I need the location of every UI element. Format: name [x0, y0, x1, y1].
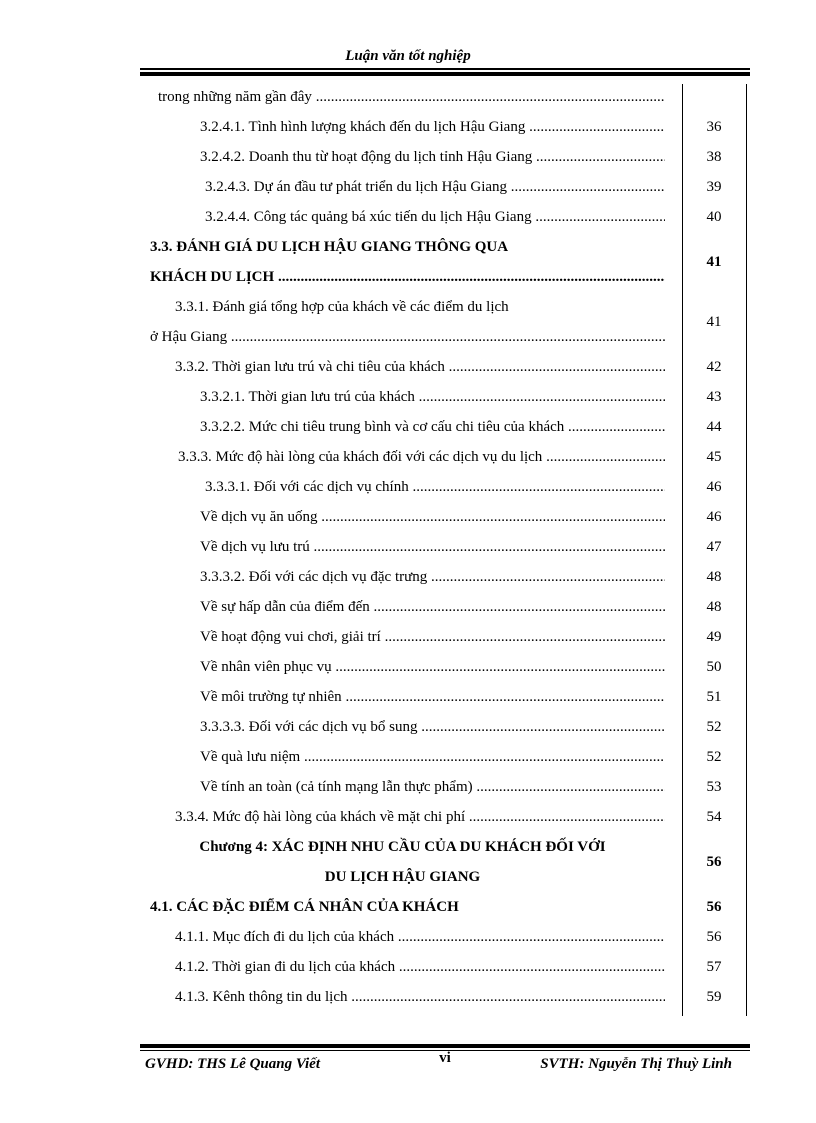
toc-entry-text: 3.2.4.4. Công tác quảng bá xúc tiến du lịch Hậu Giang ..... — [205, 202, 665, 232]
toc-page-number: 46 — [706, 479, 722, 495]
header-rule — [140, 68, 750, 70]
toc-entry — [140, 622, 665, 652]
toc-entry — [140, 832, 665, 892]
toc-entry — [140, 202, 665, 232]
toc-row — [140, 712, 750, 742]
toc-page-number: 36 — [706, 119, 722, 135]
toc-row — [140, 502, 750, 532]
toc-row — [140, 772, 750, 802]
toc-entry-text: 3.3.2. Thời gian lưu trú và chi tiêu của khách ..... — [175, 352, 665, 382]
toc-entry-text: trong những năm gần đây ..... — [158, 82, 665, 112]
toc-entry-text: Về môi trường tự nhiên ..... — [200, 682, 665, 712]
toc-row — [140, 142, 750, 172]
toc-row — [140, 832, 750, 892]
toc-entry-text: 3.3.3.2. Đối với các dịch vụ đặc trưng ..... — [200, 562, 665, 592]
toc-row — [140, 682, 750, 712]
toc-entry-text: KHÁCH DU LỊCH ..... — [150, 262, 665, 292]
toc-page-number: 40 — [706, 209, 722, 225]
toc-entry — [140, 922, 665, 952]
toc-entry — [140, 532, 665, 562]
toc-row — [140, 652, 750, 682]
toc-entry-text: Về dịch vụ lưu trú ..... — [200, 532, 665, 562]
toc-entry-text: 3.2.4.3. Dự án đầu tư phát triển du lịch Hậu Giang ..... — [205, 172, 665, 202]
toc-entry — [140, 412, 665, 442]
toc-entry-text: 3.3.1. Đánh giá tổng hợp của khách về các điểm du lịch — [175, 299, 509, 315]
toc-entry-text: 3.3.2.1. Thời gian lưu trú của khách ..... — [200, 382, 665, 412]
toc-entry — [140, 472, 665, 502]
toc-page-number: 56 — [706, 899, 722, 915]
toc-entry — [140, 82, 665, 112]
toc-row — [140, 922, 750, 952]
toc-page-number: 49 — [706, 629, 722, 645]
toc-entry — [140, 502, 665, 532]
toc-entry — [140, 772, 665, 802]
toc-entry — [140, 442, 665, 472]
toc-row — [140, 352, 750, 382]
toc-entry-text: 3.2.4.2. Doanh thu từ hoạt động du lịch tỉnh Hậu Giang ..... — [200, 142, 665, 172]
toc-entry-text: Chương 4: XÁC ĐỊNH NHU CẦU CỦA DU KHÁCH ĐỐI VỚI — [199, 839, 606, 855]
table-of-contents — [140, 82, 750, 1012]
toc-entry — [140, 742, 665, 772]
toc-entry-text: ở Hậu Giang ..... — [150, 322, 665, 352]
toc-row — [140, 292, 750, 352]
toc-entry-text: 4.1.3. Kênh thông tin du lịch ..... — [175, 982, 665, 1012]
toc-entry-text: 4.1.1. Mục đích đi du lịch của khách ..... — [175, 922, 665, 952]
toc-entry — [140, 142, 665, 172]
toc-entry-text: Về hoạt động vui chơi, giải trí ..... — [200, 622, 665, 652]
toc-entry-text: DU LỊCH HẬU GIANG — [324, 869, 481, 885]
toc-page-number: 54 — [706, 809, 722, 825]
toc-entry-text: 3.3.4. Mức độ hài lòng của khách về mặt chi phí ..... — [175, 802, 665, 832]
toc-row — [140, 172, 750, 202]
toc-page-number: 56 — [706, 854, 722, 870]
toc-page-number: 52 — [706, 719, 722, 735]
toc-entry-text: Về sự hấp dẫn của điểm đến ..... — [200, 592, 665, 622]
toc-entry — [140, 712, 665, 742]
toc-entry-text: 4.1.2. Thời gian đi du lịch của khách ..... — [175, 952, 665, 982]
toc-entry-text: 3.3.2.2. Mức chi tiêu trung bình và cơ cấu chi tiêu của khách ..... — [200, 412, 665, 442]
page-number: vi — [439, 1050, 451, 1066]
toc-row — [140, 802, 750, 832]
toc-row — [140, 442, 750, 472]
toc-entry — [140, 652, 665, 682]
toc-row — [140, 82, 750, 112]
toc-entry-text: 3.3.3.1. Đối với các dịch vụ chính ..... — [205, 472, 665, 502]
toc-row — [140, 412, 750, 442]
footer-supervisor: GVHD: THS Lê Quang Viết — [145, 1056, 321, 1072]
toc-entry — [140, 382, 665, 412]
toc-entry — [140, 982, 665, 1012]
toc-page-number: 56 — [706, 929, 722, 945]
toc-entry — [140, 562, 665, 592]
toc-page-number: 38 — [706, 149, 722, 165]
toc-page-number: 39 — [706, 179, 722, 195]
toc-entry — [140, 952, 665, 982]
toc-entry — [140, 892, 665, 922]
toc-page-number: 47 — [706, 539, 722, 555]
toc-page-number: 45 — [706, 449, 722, 465]
toc-entry-text: 3.3. ĐÁNH GIÁ DU LỊCH HẬU GIANG THÔNG QUA — [150, 239, 509, 255]
toc-entry — [140, 352, 665, 382]
toc-entry — [140, 172, 665, 202]
toc-page-number: 42 — [706, 359, 722, 375]
toc-entry-text: Về dịch vụ ăn uống ..... — [200, 502, 665, 532]
header-rule-thick — [140, 72, 750, 76]
toc-page-number: 52 — [706, 749, 722, 765]
toc-entry — [140, 682, 665, 712]
toc-row — [140, 892, 750, 922]
toc-row — [140, 382, 750, 412]
toc-page-number — [694, 82, 734, 112]
footer-rule-thick — [140, 1044, 750, 1048]
toc-page-number: 43 — [706, 389, 722, 405]
header-title: Luận văn tốt nghiệp — [345, 48, 471, 64]
toc-page-number: 41 — [706, 314, 722, 330]
toc-row — [140, 562, 750, 592]
toc-page-number: 41 — [706, 254, 722, 270]
toc-entry-text: 3.2.4.1. Tình hình lượng khách đến du lịch Hậu Giang ..... — [200, 112, 665, 142]
toc-row — [140, 202, 750, 232]
toc-entry-text: 3.3.3.3. Đối với các dịch vụ bổ sung ..... — [200, 712, 665, 742]
toc-page-number: 48 — [706, 569, 722, 585]
toc-entry-text: Về tính an toàn (cả tính mạng lẫn thực phẩm) ..... — [200, 772, 665, 802]
toc-entry-text: Về nhân viên phục vụ ..... — [200, 652, 665, 682]
toc-page-number: 44 — [706, 419, 722, 435]
toc-row — [140, 952, 750, 982]
toc-entry — [140, 232, 665, 292]
toc-page-number: 57 — [706, 959, 722, 975]
toc-page-number: 53 — [706, 779, 722, 795]
toc-row — [140, 742, 750, 772]
toc-page-number: 48 — [706, 599, 722, 615]
toc-row — [140, 982, 750, 1012]
toc-entry — [140, 292, 665, 352]
toc-entry — [140, 112, 665, 142]
toc-page-number: 59 — [706, 989, 722, 1005]
toc-row — [140, 592, 750, 622]
toc-row — [140, 232, 750, 292]
footer-student: SVTH: Nguyễn Thị Thuỳ Linh — [540, 1056, 732, 1072]
toc-row — [140, 532, 750, 562]
toc-row — [140, 472, 750, 502]
toc-entry — [140, 592, 665, 622]
toc-page-number: 50 — [706, 659, 722, 675]
toc-page-number: 51 — [706, 689, 722, 705]
toc-entry-text: 3.3.3. Mức độ hài lòng của khách đối với các dịch vụ du lịch ..... — [178, 442, 665, 472]
toc-row — [140, 622, 750, 652]
toc-row — [140, 112, 750, 142]
toc-entry-text: Về quà lưu niệm ..... — [200, 742, 665, 772]
toc-entry-text: 4.1. CÁC ĐẶC ĐIỂM CÁ NHÂN CỦA KHÁCH — [150, 899, 459, 915]
toc-entry — [140, 802, 665, 832]
toc-page-number: 46 — [706, 509, 722, 525]
